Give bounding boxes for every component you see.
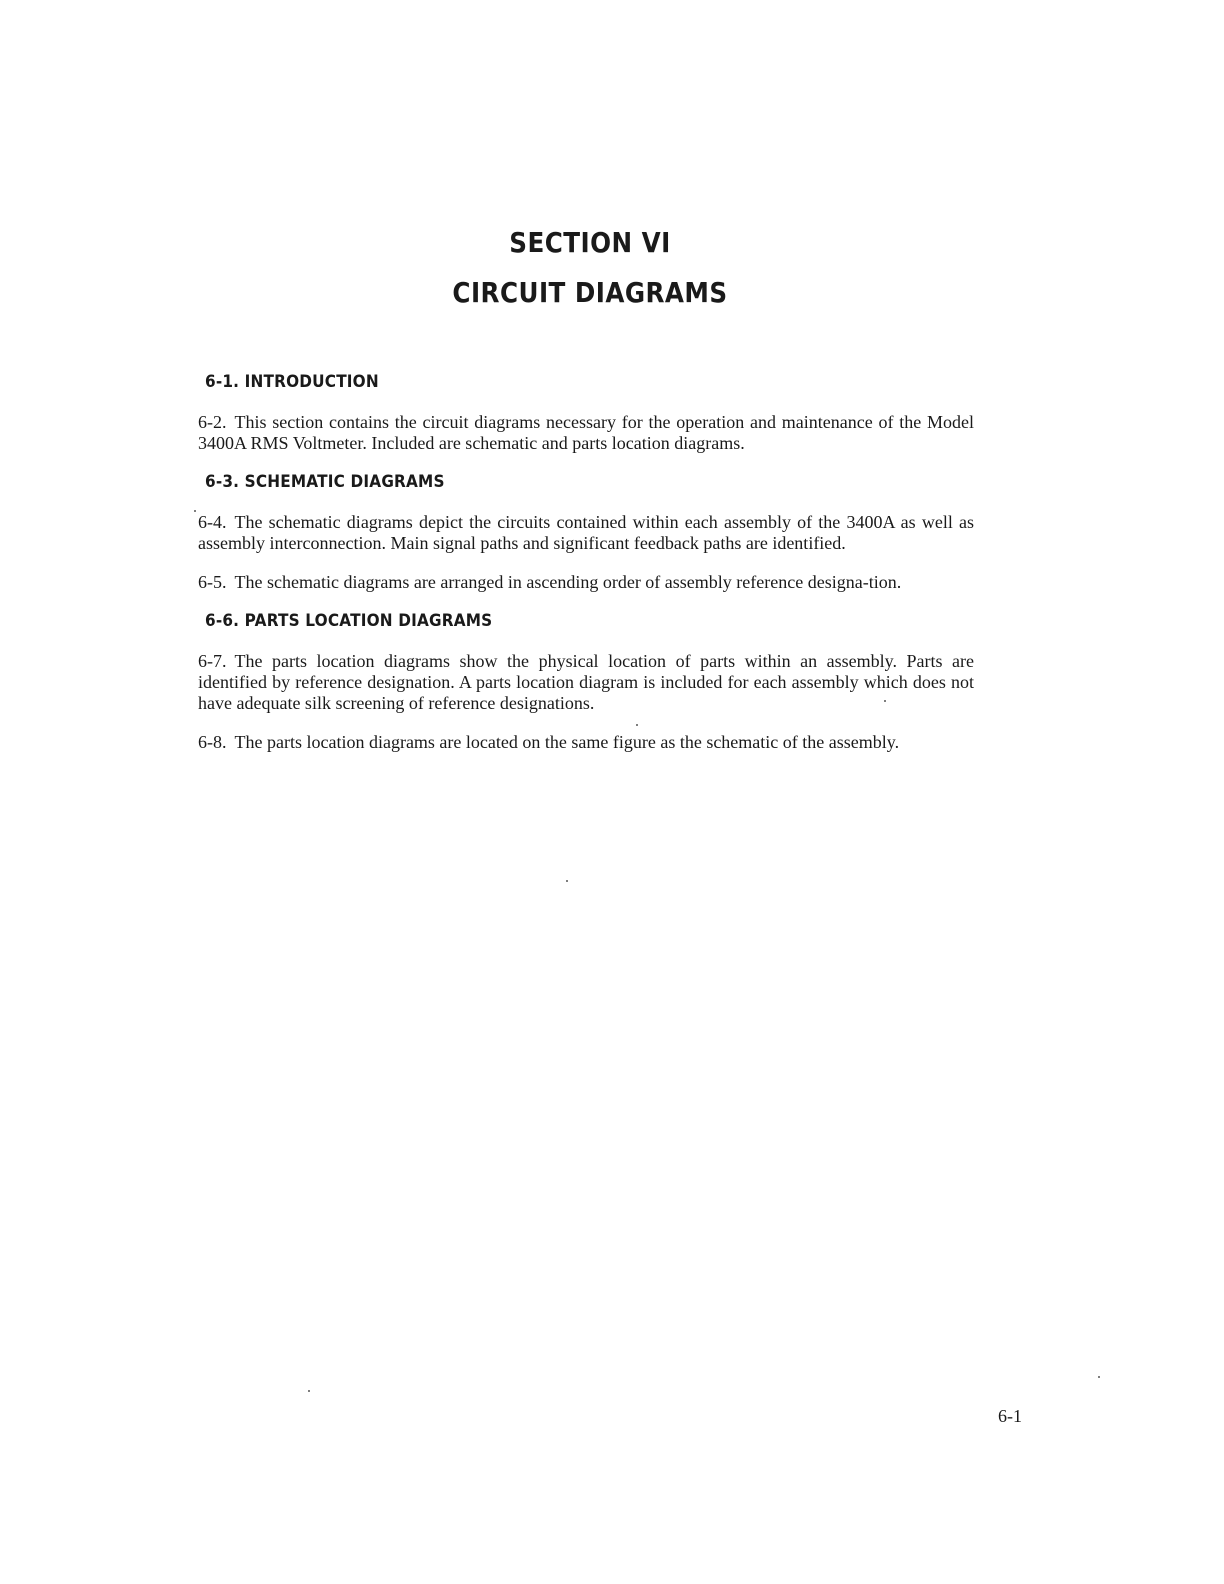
paragraph-number: 6-5. [198,572,227,592]
section-parts-location-diagrams [198,611,974,753]
paragraph [198,572,974,593]
paragraph [198,651,974,714]
paragraph [198,412,974,454]
paragraph-number: 6-8. [198,732,227,752]
paragraph-text: This section contains the circuit diagrams necessary for the operation and maintenance of the Model 3400A RMS Voltmeter. Included are schematic and parts location diagrams. [198,412,974,453]
paragraph-text: The schematic diagrams depict the circuits contained within each assembly of the 3400A as well as assembly interconnection. Main signal paths and significant feedback paths are identified. [198,512,974,553]
paragraph-number: 6-7. [198,651,227,671]
section-schematic-diagrams [198,472,974,593]
paragraph [198,512,974,554]
paragraph [198,732,974,753]
section-introduction [198,372,974,454]
scan-speck [566,880,568,882]
section-title: SECTION VI [509,226,671,259]
scan-speck [1098,1376,1100,1378]
section-heading: 6-3. SCHEMATIC DIAGRAMS [205,472,445,492]
paragraph-text: The parts location diagrams show the physical location of parts within an assembly. Parts are identified by reference designation. A parts location diagram is included for each assembly which does not have adequate silk screening of reference designations. [198,651,974,713]
paragraph-text: The parts location diagrams are located on the same figure as the schematic of the assembly. [234,732,900,752]
section-subtitle: CIRCUIT DIAGRAMS [452,276,728,309]
scan-speck [636,724,638,726]
scan-speck [194,510,196,512]
paragraph-text: The schematic diagrams are arranged in ascending order of assembly reference designa-tion. [234,572,902,592]
scan-speck [308,1390,310,1392]
section-heading: 6-6. PARTS LOCATION DIAGRAMS [205,611,493,631]
document-body [198,372,974,771]
scan-speck [884,700,886,702]
paragraph-number: 6-4. [198,512,227,532]
paragraph-number: 6-2. [198,412,227,432]
section-heading: 6-1. INTRODUCTION [205,372,379,392]
page-number: 6-1 [998,1406,1022,1426]
